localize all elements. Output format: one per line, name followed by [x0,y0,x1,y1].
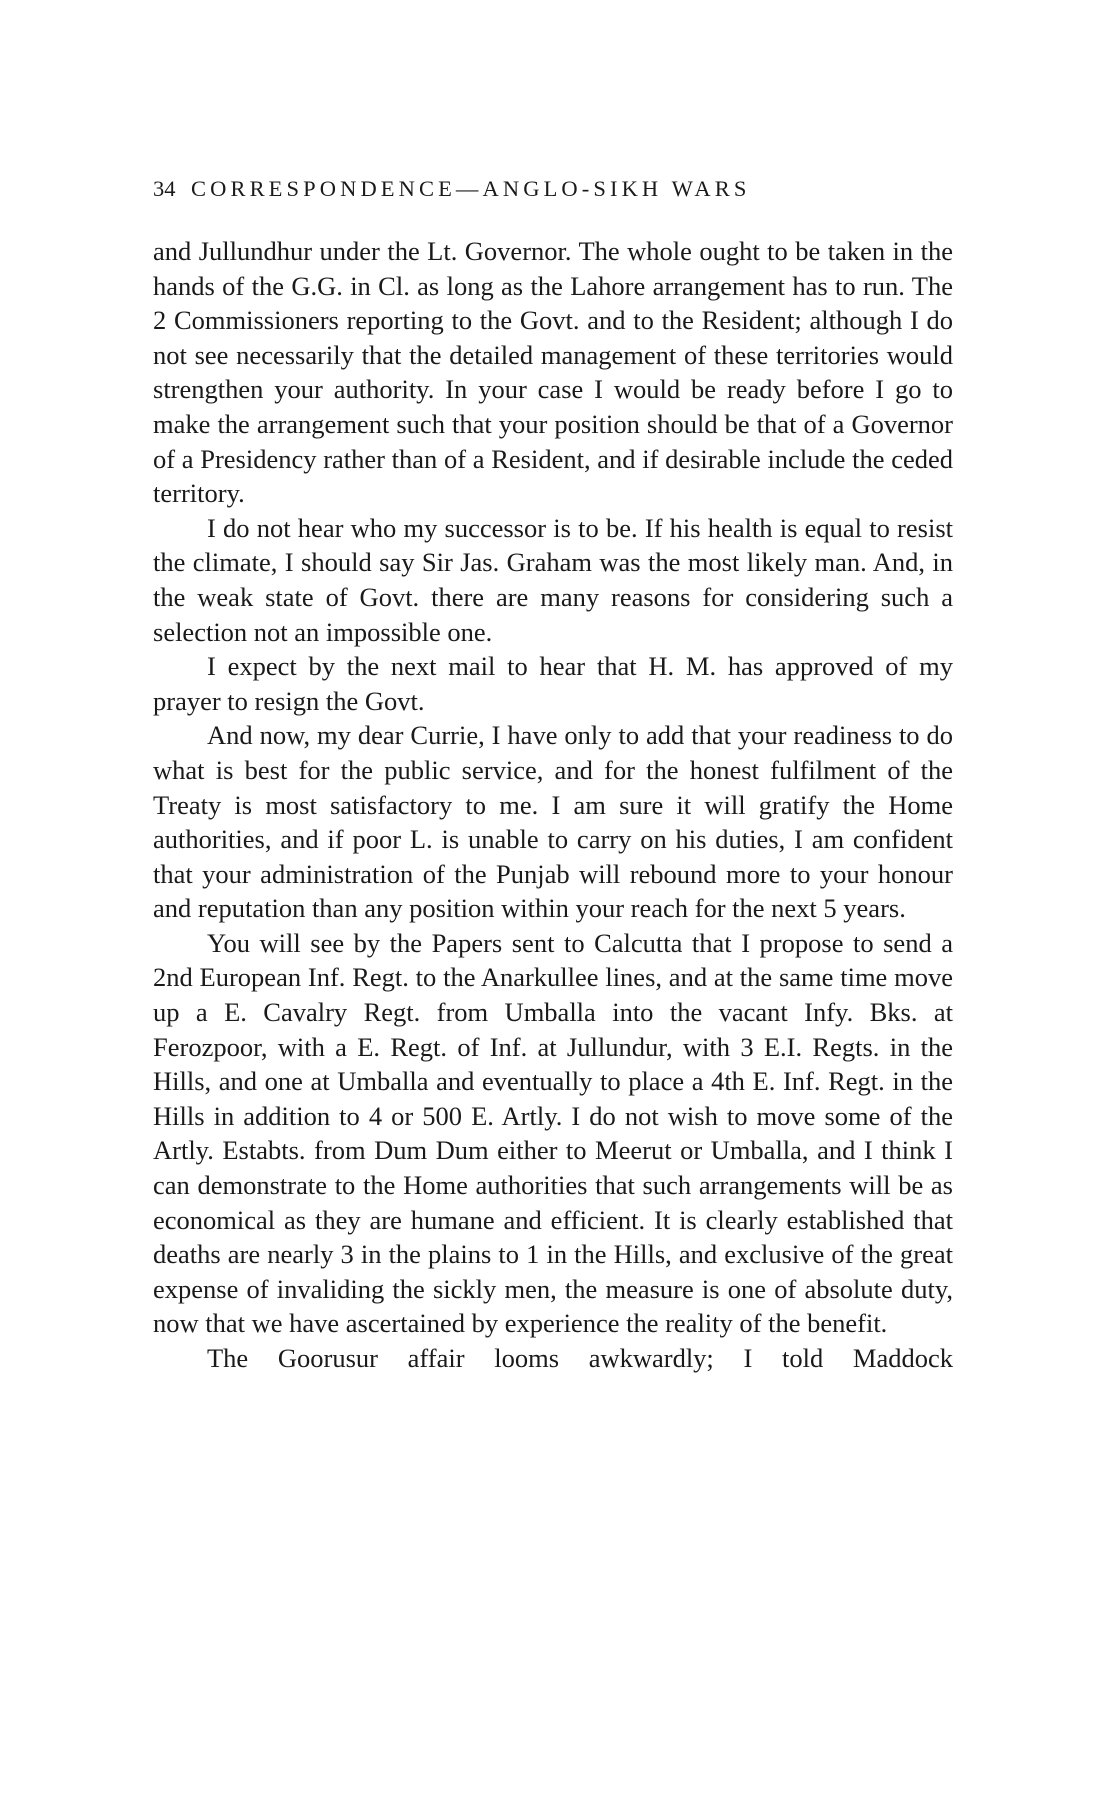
body-text [153,234,953,1376]
running-head [153,176,953,214]
paragraph-goorusur: The Goorusur affair looms awkwardly; I told Maddock [207,1343,953,1373]
paragraph-regiments: You will see by the Papers sent to Calcutta that I propose to send a 2nd European Inf. Regt. to the Anarkullee lines, and at the same time move up a E. Cavalry Regt. from Umballa into the vacant Infy. Bks. at Ferozpoor, with a E. Regt. of Inf. at Jullundur, with 3 E.I. Regts. in the Hills, and one at Umballa and eventually to place a 4th E. Inf. Regt. in the Hills in addition to 4 or 500 E. Artly. I do not wish to move some of the Artly. Estabts. from Dum Dum either to Meerut or Umballa, and I think I can demonstrate to the Home authorities that such arrangements will be as economical as they are humane and efficient. It is clearly established that deaths are nearly 3 in the plains to 1 in the Hills, and exclusive of the great expense of invaliding the sickly men, the measure is one of absolute duty, now that we have ascertained by experience the reality of the benefit. [153,927,953,1339]
paragraph-resignation: I expect by the next mail to hear that H. M. has approved of my prayer to resign the Govt. [153,651,953,716]
paragraph-currie: And now, my dear Currie, I have only to add that your readiness to do what is best for the public service, and for the honest fulfilment of the Treaty is most satisfactory to me. I am sure it will gratify the Home authorities, and if poor L. is unable to carry on his duties, I am confident that your administration of the Punjab will rebound more to your honour and reputation than any position within your reach for the next 5 years. [153,720,953,924]
running-title: CORRESPONDENCE—ANGLO-SIKH WARS [191,176,751,201]
paragraph-continuation: and Jullundhur under the Lt. Governor. The whole ought to be taken in the hands of the G.G. in Cl. as long as the Lahore arrangement has to run. The 2 Commissioners reporting to the Govt. and to the Resident; although I do not see necessarily that the detailed management of these territories would strengthen your authority. In your case I would be ready before I go to make the arrangement such that your position should be that of a Governor of a Presidency rather than of a Resident, and if desirable include the ceded territory. [153,236,953,509]
paragraph-successor: I do not hear who my successor is to be. If his health is equal to resist the climate, I should say Sir Jas. Graham was the most likely man. And, in the weak state of Govt. there are many reasons for considering such a selection not an impossible one. [153,512,953,647]
page-number: 34 [153,176,176,201]
book-page [153,176,953,1376]
